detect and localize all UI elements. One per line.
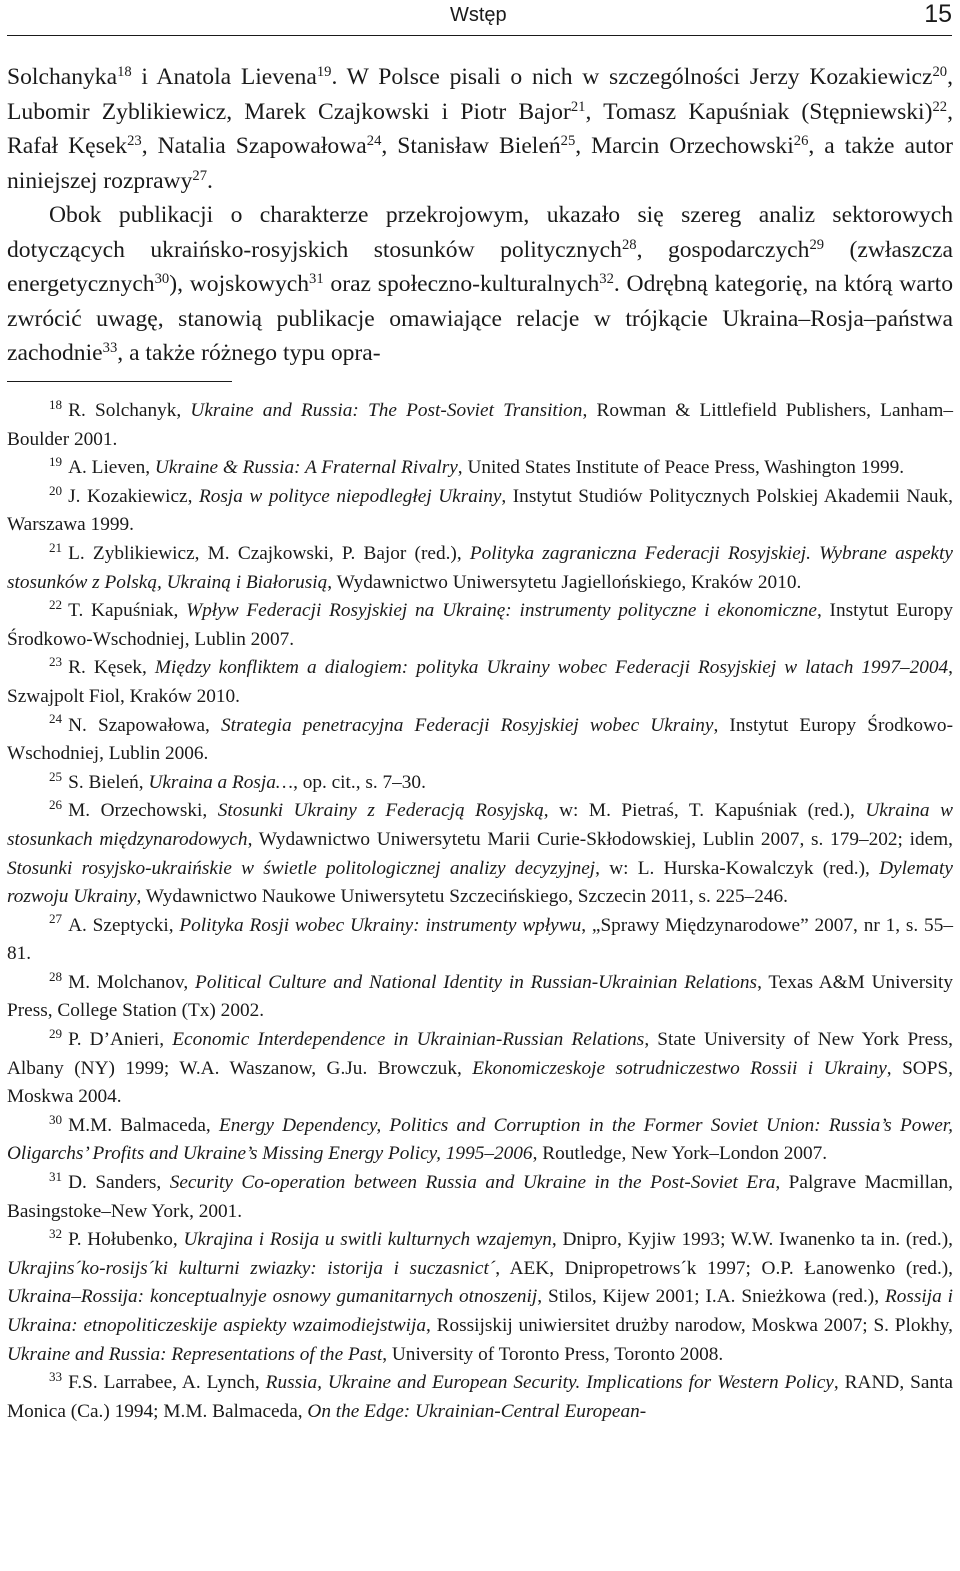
work-title: Strategia penetracyjna Federacji Rosyjskiej wobec Ukrainy [220, 714, 714, 736]
footnote [7, 769, 953, 798]
footnote-number: 27 [49, 911, 63, 927]
text-run: (zwłaszcza energetycznych [7, 236, 953, 297]
footnote-separator [7, 381, 232, 382]
footnote-number: 32 [49, 1226, 63, 1242]
work-title: Rosja w polityce niepodległej Ukrainy [198, 485, 502, 507]
text-run: , Rafał Kęsek [7, 98, 954, 159]
work-title: Economic Interdependence in Ukrainian-Russian Relations [172, 1029, 645, 1051]
text-run: , w: L. Hurska-Kowalczyk (red.), [595, 857, 880, 879]
text-run: N. Szapowałowa, [68, 714, 221, 736]
running-header [0, 0, 960, 36]
text-run: M. Orzechowski, [68, 800, 218, 822]
footnote-ref[interactable]: 20 [932, 63, 948, 80]
footnote-number: 24 [49, 711, 63, 727]
footnote-ref[interactable]: 23 [127, 132, 142, 149]
work-title: Russia, Ukraine and European Security. Implications for Western Policy [265, 1372, 834, 1394]
text-run: L. Zyblikiewicz, M. Czajkowski, P. Bajor (red.), [68, 542, 470, 564]
text-run: R. Kęsek, [68, 657, 155, 679]
text-run: Solchanyka [7, 64, 118, 90]
text-run: , gospodarczych [636, 236, 810, 263]
footnote-ref[interactable]: 21 [570, 98, 586, 115]
work-title: Stosunki rosyjsko-ukraińskie w świetle politologicznej analizy decyzyjnej [7, 857, 596, 879]
footnote-ref[interactable]: 25 [560, 132, 576, 149]
work-title: Security Co-operation between Russia and Ukraine in the Post-Soviet Era [169, 1172, 776, 1194]
text-run: , Wydawnictwo Naukowe Uniwersytetu Szczecińskiego, Szczecin 2011, s. 225–246. [136, 886, 788, 908]
text-run: , Stilos, Kijew 2001; I.A. Snieżkowa (red.), [537, 1286, 885, 1308]
work-title: Political Culture and National Identity in Russian-Ukrainian Relations [195, 971, 758, 993]
text-run: , w: M. Pietraś, T. Kapuśniak (red.), [543, 800, 866, 822]
text-run: , RAND, Santa Monica (Ca.) 1994; M.M. Balmaceda, [7, 1372, 953, 1422]
work-title: Między konfliktem a dialogiem: polityka Ukrainy wobec Federacji Rosyjskiej w latach 1997–2004 [154, 657, 949, 679]
footnote [7, 397, 953, 454]
text-run: F.S. Larrabee, A. Lynch, [68, 1372, 266, 1394]
text-run: , Palgrave Macmillan, Basingstoke–New York, 2001. [7, 1172, 953, 1222]
text-run: , Instytut Europy Środkowo-Wschodniej, Lublin 2007. [7, 600, 953, 650]
text-run: , a także autor niniejszej rozprawy [7, 133, 954, 194]
text-run: . Odrębną kategorię, na którą warto zwrócić uwagę, stanowią publikacje omawiające relacje w trójkącie Ukraina–Rosja–państwa zachodnie [7, 271, 953, 366]
footnote [7, 1226, 953, 1369]
text-run: ), wojskowych [169, 271, 310, 297]
text-run: , Dnipro, Kyjiw 1993; W.W. Iwanenko ta in. (red.), [551, 1229, 953, 1251]
text-run: M.M. Balmaceda, [68, 1114, 219, 1136]
work-title: Ukraina–Rossija: konceptualnyje osnowy gumanitarnych otnoszenij [7, 1286, 538, 1308]
text-run: , Rowman & Littlefield Publishers, Lanham–Boulder 2001. [7, 400, 953, 450]
text-run: , University of Toronto Press, Toronto 2008. [382, 1343, 724, 1365]
text-run: , SOPS, Moskwa 2004. [7, 1057, 953, 1108]
footnote-ref[interactable]: 31 [309, 270, 324, 287]
text-run: , Wydawnictwo Uniwersytetu Marii Curie-Skłodowskiej, Lublin 2007, s. 179–202; idem, [247, 828, 953, 850]
text-run: A. Lieven, [68, 457, 155, 479]
text-run: S. Bieleń, [68, 771, 149, 793]
footnote [7, 1026, 953, 1112]
text-run: , Lubomir Zyblikiewicz, Marek Czajkowski i Piotr Bajor [7, 64, 953, 125]
work-title: Dylematy rozwoju Ukrainy [7, 857, 953, 908]
text-run: J. Kozakiewicz, [68, 485, 199, 507]
footnote-ref[interactable]: 19 [316, 63, 332, 80]
work-title: Wpływ Federacji Rosyjskiej na Ukrainę: instrumenty polityczne i ekonomiczne [186, 600, 817, 622]
text-run: , Instytut Europy Środkowo-Wschodniej, Lublin 2006. [7, 714, 953, 765]
footnote-ref[interactable]: 29 [809, 236, 825, 253]
footnote [7, 1112, 953, 1169]
footnote-ref[interactable]: 28 [621, 236, 637, 253]
work-title: Stosunki Ukrainy z Federacją Rosyjską [217, 800, 544, 822]
text-run: , op. cit., s. 7–30. [293, 771, 426, 793]
text-run: Obok publikacji o charakterze przekrojowym, ukazało się szereg analiz sektorowych dotyczących ukraińsko-rosyjskich stosunków politycznych [7, 202, 953, 263]
work-title: Ukraine and Russia: The Post-Soviet Transition [190, 400, 583, 421]
text-run: , Rossijskij uniwiersitet drużby narodow, Moskwa 2007; S. Plokhy, [426, 1315, 954, 1336]
footnote-number: 20 [49, 482, 63, 498]
footnote [7, 454, 953, 483]
text-run: , „Sprawy Międzynarodowe” 2007, nr 1, s. 55–81. [7, 914, 953, 965]
footnote-number: 22 [49, 596, 63, 612]
text-run: D. Sanders, [68, 1172, 170, 1194]
text-run: , Wydawnictwo Uniwersytetu Jagiellońskiego, Kraków 2010. [327, 571, 802, 593]
page-number: 15 [924, 0, 952, 28]
footnote [7, 654, 953, 711]
work-title: Rossija i Ukraina: etnopoliticzeskije aspiekty wzaimodiejstwija [7, 1286, 953, 1336]
work-title: Ukrajins´ko-rosijs´ki kulturni zwiazky: istorija i suczasnict´ [7, 1257, 496, 1279]
footnote [7, 540, 953, 597]
work-title: Ukraine & Russia: A Fraternal Rivalry [154, 457, 458, 479]
text-run: , Stanisław Bieleń [381, 133, 561, 159]
work-title: Ukraina a Rosja… [148, 771, 294, 793]
work-title: Ukraine and Russia: Representations of the Past [7, 1343, 383, 1365]
text-run: P. Hołubenko, [68, 1229, 184, 1251]
text-run: A. Szeptycki, [68, 914, 180, 936]
work-title: Polityka Rosji wobec Ukrainy: instrumenty wpływu [179, 914, 582, 936]
footnote-ref[interactable]: 27 [192, 167, 208, 184]
text-run: . [207, 167, 213, 194]
footnote-number: 21 [49, 539, 63, 555]
footnote [7, 597, 953, 654]
work-title: Ukraina w stosunkach międzynarodowych [7, 800, 953, 850]
footnote-ref[interactable]: 30 [154, 270, 170, 287]
text-run: , United States Institute of Peace Press, Washington 1999. [457, 457, 905, 479]
text-run: , Routledge, New York–London 2007. [532, 1143, 828, 1165]
text-run: . W Polsce pisali o nich w szczególności Jerzy Kozakiewicz [331, 64, 933, 90]
footnote-ref[interactable]: 22 [932, 98, 948, 115]
work-title: Energy Dependency, Politics and Corruption in the Former Soviet Union: Russia’s Power, Oligarchs’ Profits and Ukraine’s Missing Energy Policy, 1995–2006 [7, 1114, 953, 1165]
footnote [7, 1169, 953, 1226]
text-run: , Instytut Studiów Politycznych Polskiej Akademii Nauk, Warszawa 1999. [7, 485, 953, 536]
text-run: M. Molchanov, [68, 971, 196, 993]
text-run: , AEK, Dnipropetrows´k 1997; O.P. Łanowenko (red.), [495, 1257, 954, 1279]
footnote-number: 25 [49, 768, 63, 784]
text-run: , Natalia Szapowałowa [141, 133, 367, 159]
text-run: , Szwajpolt Fiol, Kraków 2010. [7, 657, 953, 707]
paragraph [7, 198, 953, 371]
footnote [7, 1369, 953, 1426]
text-run: i Anatola Lievena [131, 64, 317, 90]
text-run: T. Kapuśniak, [68, 600, 187, 622]
footnote-number: 23 [49, 654, 63, 670]
footnote-number: 30 [49, 1111, 63, 1127]
footnote-number: 31 [49, 1168, 63, 1184]
work-title: Ukrajina i Rosija u switli kulturnych wzajemyn [183, 1229, 552, 1251]
text-run: , Marcin Orzechowski [575, 133, 794, 159]
footnote [7, 969, 953, 1026]
footnote-number: 18 [49, 396, 63, 412]
footnote [7, 712, 953, 769]
footnotes [7, 397, 953, 1426]
footnote [7, 483, 953, 540]
main-text [7, 60, 953, 371]
paragraph [7, 60, 953, 198]
footnote-ref[interactable]: 33 [102, 339, 118, 356]
text-run: oraz społeczno-kulturalnych [323, 271, 600, 297]
text-run: R. Solchanyk, [68, 400, 191, 421]
text-run: , a także różnego typu opra- [117, 340, 381, 366]
footnote-ref[interactable]: 18 [117, 63, 132, 80]
work-title: On the Edge: Ukrainian-Central European- [307, 1400, 647, 1422]
footnote [7, 797, 953, 911]
footnote-ref[interactable]: 24 [366, 132, 382, 149]
text-run: , Texas A&M University Press, College Station (Tx) 2002. [7, 971, 953, 1022]
footnote-number: 33 [49, 1368, 63, 1384]
work-title: Ekonomiczeskoje sotrudniczestwo Rossii i Ukrainy [472, 1057, 887, 1079]
chapter-title: Wstęp [450, 4, 507, 26]
footnote-ref[interactable]: 26 [793, 132, 809, 149]
footnote-number: 19 [49, 453, 63, 469]
footnote-number: 29 [49, 1025, 63, 1041]
footnote-number: 26 [49, 797, 63, 813]
text-run: P. D’Anieri, [68, 1029, 173, 1051]
text-run: , State University of New York Press, Albany (NY) 1999; W.A. Waszanow, G.Ju. Browczuk, [7, 1029, 953, 1079]
footnote-number: 28 [49, 968, 63, 984]
work-title: Polityka zagraniczna Federacji Rosyjskiej. Wybrane aspekty stosunków z Polską, Ukrainą i Białorusią [7, 542, 953, 593]
footnote [7, 912, 953, 969]
header-rule [7, 35, 952, 36]
footnote-ref[interactable]: 32 [599, 270, 614, 287]
text-run: , Tomasz Kapuśniak (Stępniewski) [585, 98, 933, 125]
